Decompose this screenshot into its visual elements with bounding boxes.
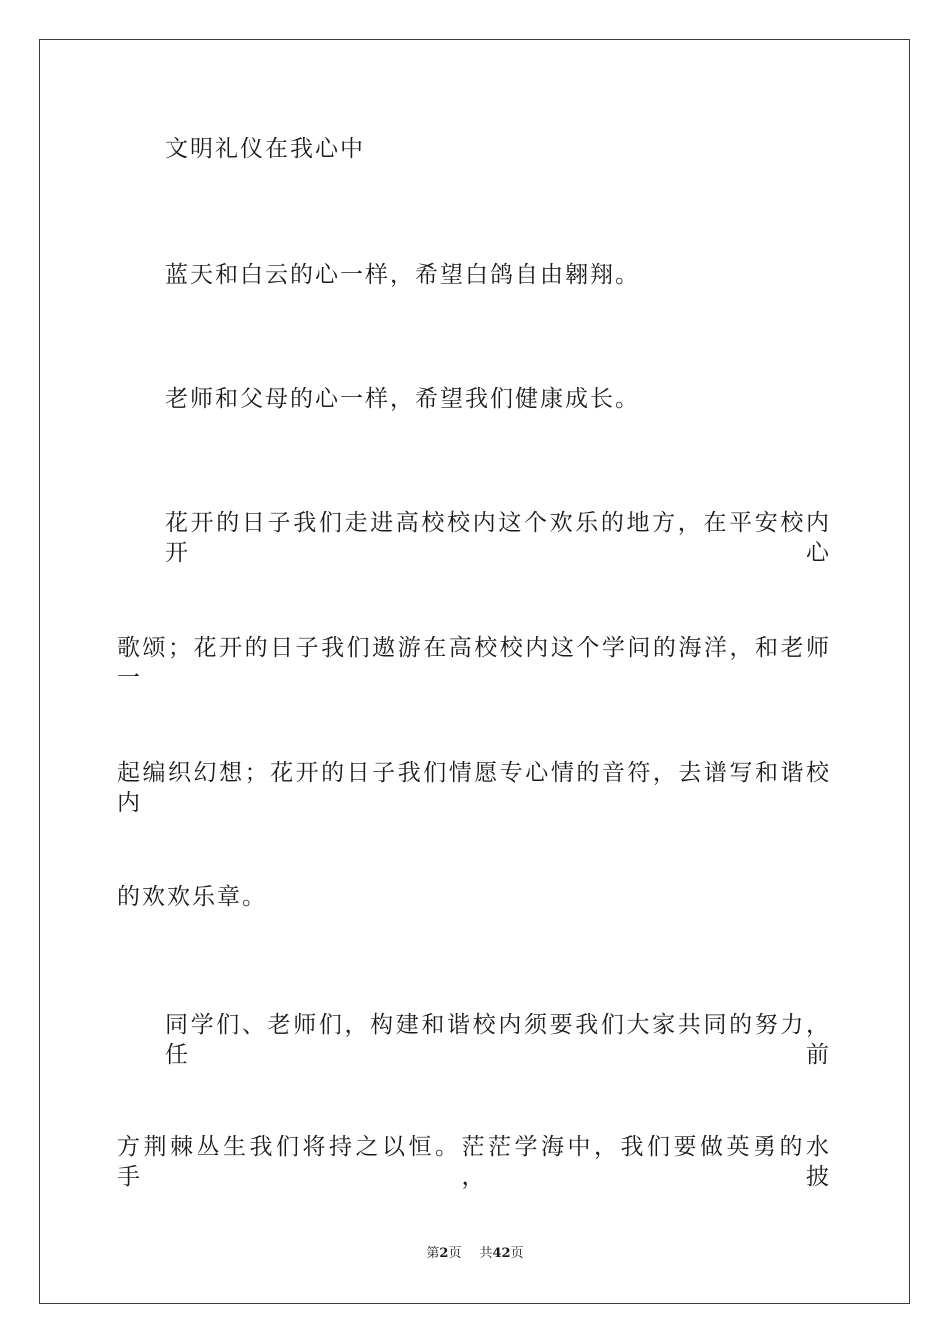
paragraph-line: 起编织幻想；花开的日子我们情愿专心情的音符，去谱写和谐校内 <box>117 760 831 816</box>
paragraph-line: 花开的日子我们走进高校校内这个欢乐的地方，在平安校内开心 <box>165 510 831 566</box>
page-footer <box>0 1245 950 1263</box>
footer-total-suffix: 页 <box>510 1246 524 1261</box>
total-pages-number: 42 <box>492 1246 511 1261</box>
document-title: 文明礼仪在我心中 <box>165 136 365 162</box>
paragraph-line: 老师和父母的心一样，希望我们健康成长。 <box>165 386 640 412</box>
paragraph-line: 歌颂；花开的日子我们遨游在高校校内这个学问的海洋，和老师一 <box>117 635 831 691</box>
paragraph-line: 方荆棘丛生我们将持之以恒。茫茫学海中，我们要做英勇的水手，披 <box>117 1134 831 1190</box>
footer-total-prefix: 共 <box>479 1246 493 1261</box>
paragraph-line: 同学们、老师们，构建和谐校内须要我们大家共同的努力，任前 <box>165 1012 831 1068</box>
paragraph-line: 蓝天和白云的心一样，希望白鸽自由翱翔。 <box>165 262 640 288</box>
paragraph-line: 的欢欢乐章。 <box>117 884 267 910</box>
footer-prefix: 第 <box>426 1246 440 1261</box>
current-page-number: 2 <box>439 1246 449 1261</box>
footer-page-suffix: 页 <box>448 1246 462 1261</box>
